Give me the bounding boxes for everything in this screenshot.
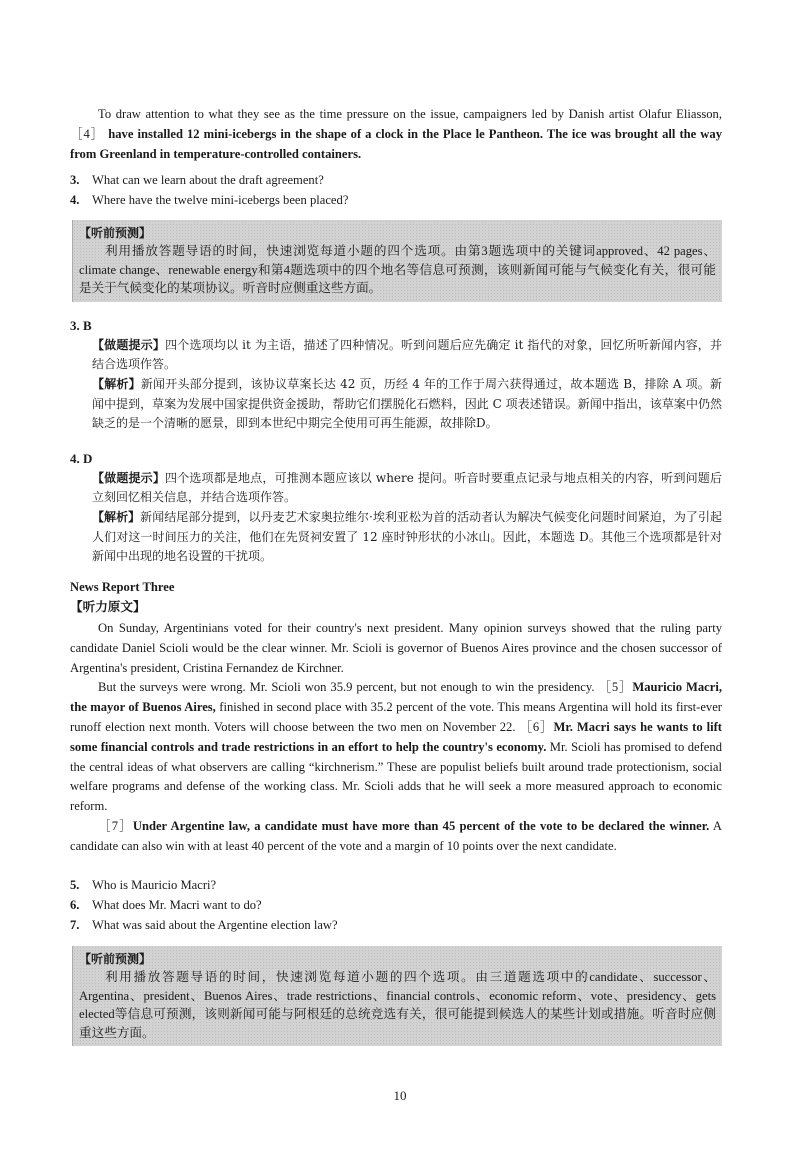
answer-evidence-5: Mauricio Macri, the mayor of Buenos Aires, — [70, 680, 722, 715]
answer-analysis: 【解析】新闻开头部分提到，该协议草案长达 42 页，历经 4 年的工作于周六获得通过，故本题选 B，排除 A 项。新闻中提到，草案为发展中国家提供资金援助，帮助它们摆脱化石燃料，因此 C 项表述错误。新闻中指出，该草案中仍然缺乏的是一个清晰的愿景，即到本世纪中期完全使用可再生能源，故排除D。 — [92, 376, 722, 431]
answer-analysis: 【解析】新闻结尾部分提到，以丹麦艺术家奥拉维尔·埃利亚松为首的活动者认为解决气候变化问题时间紧迫，为了引起人们对这一时间压力的关注，他们在先贤祠安置了 12 座时钟形状的小冰山。因此，本题选 D。其他三个选项都是针对新闻中出现的地名设置的干扰项。 — [92, 509, 722, 564]
question-item: 7. What was said about the Argentine election law? — [70, 917, 338, 932]
question-list-2 — [70, 876, 722, 935]
report-paragraph: ［7］Under Argentine law, a candidate must have more than 45 percent of the vote to be declared the winner. A candidate can also win with at least 40 percent of the vote and a margin of 10 points over the next candidate. — [70, 818, 722, 853]
pre-listening-prediction-box — [72, 220, 722, 302]
question-item: 5. Who is Mauricio Macri? — [70, 878, 217, 892]
answer-evidence-7: Under Argentine law, a candidate must have more than 45 percent of the vote to be declared the winner. — [132, 818, 710, 833]
question-item: 4. Where have the twelve mini-icebergs been placed? — [70, 192, 349, 207]
report-paragraph: But the surveys were wrong. Mr. Scioli won 35.9 percent, but not enough to win the presidency. ［5］Mauricio Macri, the mayor of Buenos Aires, finished in second place with 35.2 percent of the vote. This means Argentina will hold its first-ever runoff election next month. Voters will choose between the two men on November 22. ［6］Mr. Macri says he wants to lift some financial controls and trade restrictions in an effort to help the country's economy. Mr. Scioli has promised to defend the central ideas of what observers are calling “kirchnerism.” These are populist beliefs built around trade protectionism, social welfare programs and defense of the working class. Mr. Scioli adds that he will seek a more measured approach to economic reform. — [70, 680, 722, 814]
answer-block-3 — [70, 316, 722, 434]
paragraph-clock-icebergs — [70, 105, 722, 164]
section-heading — [70, 578, 722, 616]
pre-listening-prediction-box — [72, 946, 722, 1046]
paragraph-text: To draw attention to what they see as the time pressure on the issue, campaigners led by Danish artist Olafur Eliasson, ［4］ — [70, 107, 722, 141]
box-body: 利用播放答题导语的时间，快速浏览每道小题的四个选项。由第3题选项中的关键词approved、42 pages、climate change、renewable energy和第4题选项中的四个地名等信息可预测，该则新闻可能与气候变化有关，很可能是关于气候变化的某项协议。听音时应侧重这些方面。 — [79, 244, 716, 295]
report-paragraph: On Sunday, Argentinians voted for their country's next president. Many opinion surveys showed that the ruling party candidate Daniel Scioli would be the clear winner. Mr. Scioli is governor of Buenos Aires province and the chosen successor of Argentina's president, Cristina Fernandez de Kirchner. — [70, 621, 722, 675]
news-report-text — [70, 619, 722, 857]
question-list-1 — [70, 171, 722, 211]
section-subtitle: 【听力原文】 — [70, 599, 146, 614]
answer-number: 4. D — [70, 451, 93, 466]
section-title: News Report Three — [70, 580, 175, 594]
answer-tip: 【做题提示】四个选项均以 it 为主语，描述了四种情况。听到问题后应先确定 it 指代的对象，回忆所听新闻内容，并结合选项作答。 — [92, 337, 722, 372]
page-number: 10 — [393, 1088, 407, 1103]
question-item: 6. What does Mr. Macri want to do? — [70, 897, 262, 912]
answer-tip: 【做题提示】四个选项都是地点，可推测本题应该以 where 提问。听音时要重点记录与地点相关的内容，听到问题后立刻回忆相关信息，并结合选项作答。 — [92, 470, 722, 505]
box-body: 利用播放答题导语的时间，快速浏览每道小题的四个选项。由三道题选项中的candidate、successor、Argentina、president、Buenos Aires、trade restrictions、financial controls、economic reform、vote、presidency、gets elected等信息可预测，该则新闻可能与阿根廷的总统竞选有关，很可能提到候选人的某些计划或措施。听音时应侧重这些方面。 — [79, 970, 716, 1040]
answer-block-4 — [70, 449, 722, 567]
box-heading: 【听前预测】 — [79, 952, 152, 966]
box-heading: 【听前预测】 — [79, 226, 152, 240]
answer-number: 3. B — [70, 318, 92, 333]
answer-evidence-6: Mr. Macri says he wants to lift some financial controls and trade restrictions in an effort to help the country's economy. — [70, 719, 722, 754]
answer-evidence-4: have installed 12 mini-icebergs in the shape of a clock in the Place le Pantheon. The ice was brought all the way from Greenland in temperature-controlled containers. — [70, 126, 723, 161]
question-item: 3. What can we learn about the draft agreement? — [70, 173, 324, 187]
